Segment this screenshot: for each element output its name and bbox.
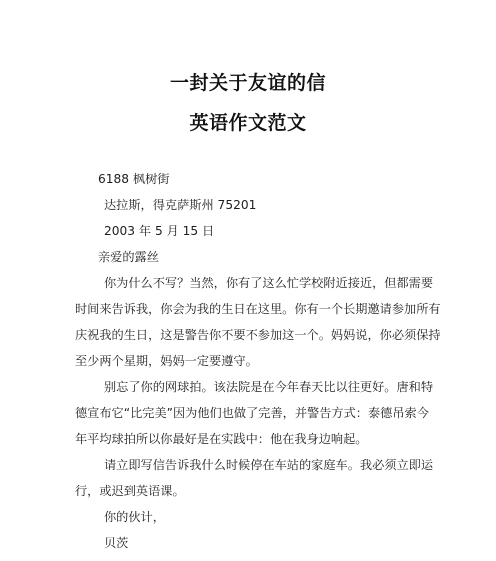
paragraph-1-line-2: 时间来告诉我，你会为我的生日在这里。你有一个长期邀请参加所有	[75, 302, 441, 316]
letter-salutation: 亲爱的露丝	[98, 250, 159, 264]
paragraph-1-line-1: 你为什么不写？当然，你有了这么忙学校附近接近，但都需要	[104, 276, 434, 290]
paragraph-1-line-4: 至少两个星期，妈妈一定要遵守。	[75, 354, 258, 368]
paragraph-2-line-1: 别忘了你的网球拍。该法院是在今年春天比以往更好。唐和特	[104, 380, 434, 394]
paragraph-1-line-3: 庆祝我的生日，这是警告你不要不参加这一个。妈妈说，你必须保持	[75, 328, 441, 342]
letter-date: 2003 年 5 月 15 日	[104, 224, 215, 238]
address-street: 6188 枫树街	[98, 172, 170, 186]
letter-signature: 贝茨	[104, 536, 129, 550]
document-title: 一封关于友谊的信	[169, 72, 326, 94]
paragraph-2-line-2: 德宣布它“比完美”因为他们也做了完善，并警告方式：泰德吊索今	[75, 406, 429, 420]
letter-closing: 你的伙计，	[104, 510, 165, 524]
paragraph-3-line-1: 请立即写信告诉我什么时候停在车站的家庭车。我必须立即运	[104, 458, 434, 472]
paragraph-2-line-3: 年平均球拍所以你最好是在实践中：他在我身边响起。	[75, 432, 368, 446]
document-subtitle: 英语作文范文	[189, 112, 307, 134]
address-city: 达拉斯，得克萨斯州 75201	[104, 198, 257, 212]
paragraph-3-line-2: 行，或迟到英语课。	[75, 484, 185, 498]
